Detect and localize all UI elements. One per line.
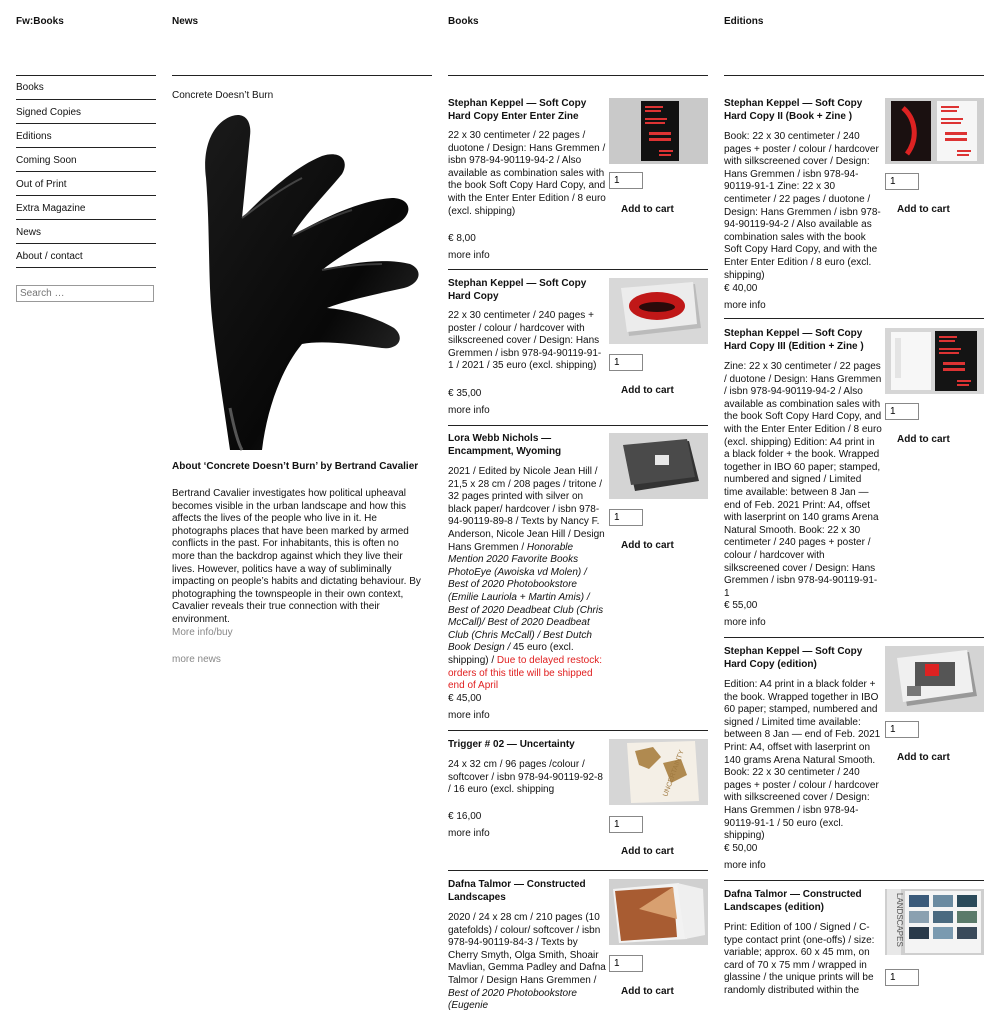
- nav-item-label: Signed Copies: [16, 107, 82, 118]
- product-title[interactable]: Trigger # 02 — Uncertainty: [448, 739, 575, 750]
- nav-item-editions[interactable]: [16, 123, 156, 148]
- product-price: € 50,00: [724, 843, 758, 854]
- add-to-cart-button[interactable]: Add to cart: [621, 204, 674, 215]
- product-description: Edition: A4 print in a black folder + the book. Wrapped together in IBO 60 paper; stamped, numbered and signed / Limited time available: between 8 Jan — end of Feb. 2021 Print: A4, offset with laserprint on 140 grams Arena Natural Smooth. Book: 22 x 30 centimeter / 240 pages + poster / colour / hardcover with silkscreened cover / Design: Hans Gremmen / isbn 978-94-90119-91-1 / 50 euro (excl. shipping): [724, 679, 881, 842]
- product-description: 24 x 32 cm / 96 pages /colour / softcover / isbn 978-94-90119-92-8 / 16 euro (excl. shipping: [448, 759, 603, 796]
- add-to-cart-button[interactable]: Add to cart: [621, 540, 674, 551]
- quantity-input[interactable]: [885, 721, 919, 738]
- news-post-title[interactable]: Concrete Doesn’t Burn: [172, 90, 274, 101]
- product-description: Book: 22 x 30 centimeter / 240 pages + poster / colour / hardcover with silkscreened cover / Design: Hans Gremmen / isbn 978-94-90119-91-1 Zine: 22 x 30 centimeter / 22 pages / duotone / Design: Hans Gremmen / isbn 978-94-90119-94-2 / Also available as combination sales with the book Soft Copy Hard Copy, and with the Enter Enter Edition / 8 euro (excl. shipping): [724, 131, 881, 281]
- quantity-input[interactable]: [609, 354, 643, 371]
- site-logo[interactable]: Fw:Books: [16, 16, 64, 27]
- list-item: [448, 879, 708, 1012]
- nav-item-label: Editions: [16, 131, 52, 142]
- product-title[interactable]: Stephan Keppel — Soft Copy Hard Copy II (Book + Zine ): [724, 98, 863, 122]
- divider: [448, 75, 708, 76]
- divider: [16, 267, 156, 268]
- nav-item-label: News: [16, 227, 42, 238]
- product-title[interactable]: Stephan Keppel — Soft Copy Hard Copy III (Edition + Zine ): [724, 328, 864, 352]
- product-image[interactable]: [609, 278, 708, 344]
- divider: [172, 75, 432, 76]
- product-image[interactable]: [609, 879, 708, 945]
- news-article-body: Bertrand Cavalier investigates how political upheaval becomes visible in the urban landscape and how this affects the lives of the people who live in it. He photographs places that have been marked by armed conflicts in the past. For inhabitants, this is often no more than the backdrop against which they live their lives. However, politics have a way of subliminally impacting on people’s habits and dictating behaviour. By photographing the townspeople in their own context, Cavalier reveals their true connection with their environment.: [172, 488, 421, 625]
- product-image[interactable]: [885, 328, 984, 394]
- product-title[interactable]: Stephan Keppel — Soft Copy Hard Copy Enter Enter Zine: [448, 98, 587, 122]
- list-item: [448, 739, 708, 864]
- more-info-link[interactable]: more info: [448, 405, 490, 416]
- nav-item-label: Out of Print: [16, 179, 67, 190]
- product-title[interactable]: Dafna Talmor — Constructed Landscapes (edition): [724, 889, 862, 913]
- nav-item-coming-soon[interactable]: [16, 147, 156, 172]
- quantity-input[interactable]: [609, 816, 643, 833]
- search-input[interactable]: [16, 285, 154, 302]
- nav-item-label: Books: [16, 82, 44, 93]
- more-news-link[interactable]: more news: [172, 654, 221, 665]
- more-info-link[interactable]: more info: [724, 300, 766, 311]
- nav-item-news[interactable]: [16, 219, 156, 244]
- divider: [724, 75, 984, 76]
- product-title[interactable]: Stephan Keppel — Soft Copy Hard Copy: [448, 278, 587, 302]
- nav-item-about-contact[interactable]: [16, 243, 156, 268]
- product-description: 22 x 30 centimeter / 22 pages / duotone / Design: Hans Gremmen / isbn 978-94-90119-94-2 / Also available as combination sales with the book Soft Copy Hard Copy, and with the Enter Enter Edition / 8 euro (excl. shipping): [448, 130, 606, 217]
- more-info-link[interactable]: more info: [448, 710, 490, 721]
- nav-item-extra-magazine[interactable]: [16, 195, 156, 220]
- list-item: [448, 98, 708, 268]
- divider: [448, 425, 708, 426]
- books-column-header: Books: [448, 16, 479, 27]
- product-image[interactable]: [885, 646, 984, 712]
- add-to-cart-button[interactable]: Add to cart: [621, 986, 674, 997]
- nav-item-signed-copies[interactable]: [16, 99, 156, 124]
- nav-item-out-of-print[interactable]: [16, 171, 156, 196]
- product-title[interactable]: Stephan Keppel — Soft Copy Hard Copy (edition): [724, 646, 863, 670]
- product-price: € 16,00: [448, 811, 482, 822]
- editions-column-header: Editions: [724, 16, 764, 27]
- news-more-info-link[interactable]: More info/buy: [172, 627, 233, 638]
- divider: [724, 880, 984, 881]
- more-info-link[interactable]: more info: [724, 617, 766, 628]
- list-item: [448, 433, 708, 729]
- more-info-link[interactable]: more info: [448, 828, 490, 839]
- product-description: Print: Edition of 100 / Signed / C-type contact print (one-offs) / size: variable; approx. 60 x 45 mm, on card of 70 x 75 mm / wrapped in glassine / the unique prints will be randomly distributed within the: [724, 922, 875, 996]
- svg-text:UNCERTAINTY: UNCERTAINTY: [662, 749, 686, 798]
- quantity-input[interactable]: [885, 173, 919, 190]
- add-to-cart-button[interactable]: Add to cart: [621, 385, 674, 396]
- product-image[interactable]: [609, 98, 708, 164]
- product-image[interactable]: [609, 739, 708, 805]
- product-image[interactable]: [609, 433, 708, 499]
- nav-item-label: Extra Magazine: [16, 203, 86, 214]
- product-description: 2020 / 24 x 28 cm / 210 pages (10 gatefolds) / colour/ softcover / isbn 978-94-90119-84-3 / Texts by Cherry Smyth, Olga Smith, Shoair Mavlian, Gemma Padley and Dafna Talmor / Design Hans Gremmen / Best of 2020 Photobookstore (Eugenie: [448, 912, 606, 1012]
- product-price: € 55,00: [724, 600, 758, 611]
- product-price: € 40,00: [724, 283, 758, 294]
- news-article-title[interactable]: About ‘Concrete Doesn’t Burn’ by Bertrand Cavalier: [172, 461, 419, 472]
- list-item: [724, 98, 984, 313]
- divider: [448, 870, 708, 871]
- list-item: [448, 278, 708, 423]
- product-title[interactable]: Dafna Talmor — Constructed Landscapes: [448, 879, 586, 903]
- product-description: 22 x 30 centimeter / 240 pages + poster / colour / hardcover with silkscreened cover / Design: Hans Gremmen / isbn 978-94-90119-91-1 / 2021 / 35 euro (excl. shipping): [448, 310, 602, 372]
- divider: [724, 637, 984, 638]
- divider: [448, 269, 708, 270]
- product-image[interactable]: [885, 889, 984, 955]
- nav-item-label: About / contact: [16, 251, 83, 262]
- quantity-input[interactable]: [609, 509, 643, 526]
- quantity-input[interactable]: [609, 172, 643, 189]
- news-column-header: News: [172, 16, 199, 27]
- list-item: [724, 889, 984, 1000]
- add-to-cart-button[interactable]: Add to cart: [897, 752, 950, 763]
- add-to-cart-button[interactable]: Add to cart: [897, 434, 950, 445]
- product-description: Zine: 22 x 30 centimeter / 22 pages / duotone / Design: Hans Gremmen / isbn 978-94-90119-94-2 / Also available as combination sales with the book Soft Copy Hard Copy, and with the Enter Enter Edition / 8 euro (excl. shipping) Edition: A4 print in a black folder + the book. Wrapped together in IBO 60 paper; stamped, numbered and signed / Limited time available: between 8 Jan — end of Feb. 2021 Print: A4, offset with laserprint on 140 grams Arena Natural Smooth. Book: 22 x 30 centimeter / 240 pages + poster / colour / hardcover with silkscreened cover / Design: Hans Gremmen / isbn 978-94-90119-91-1: [724, 361, 882, 599]
- product-title[interactable]: Lora Webb Nichols — Encampment, Wyoming: [448, 433, 562, 457]
- list-item: [724, 328, 984, 630]
- svg-text:LANDSCAPES: LANDSCAPES: [895, 893, 904, 947]
- add-to-cart-button[interactable]: Add to cart: [621, 846, 674, 857]
- nav-item-books[interactable]: [16, 75, 156, 99]
- add-to-cart-button[interactable]: Add to cart: [897, 204, 950, 215]
- restock-notice: Due to delayed restock: orders of this title will be shipped end of April: [448, 654, 602, 692]
- quantity-input[interactable]: [885, 969, 919, 986]
- product-price: € 35,00: [448, 388, 482, 399]
- list-item: [724, 646, 984, 876]
- product-image[interactable]: [885, 98, 984, 164]
- quantity-input[interactable]: [885, 403, 919, 420]
- more-info-link[interactable]: more info: [448, 250, 490, 261]
- product-price: € 45,00: [448, 693, 482, 704]
- divider: [724, 318, 984, 319]
- nav-item-label: Coming Soon: [16, 155, 77, 166]
- product-description: 2021 / Edited by Nicole Jean Hill / 21,5 x 28 cm / 208 pages / tritone / 32 pages printed with silver on black paper/ hardcover / isbn 978-94-90119-89-8 / Texts by Nancy F. Anderson, Nicole Jean Hill / Design Hans Gremmen / Honorable Mention 2020 Favorite Books PhotoEye (Awoiska vd Molen) / Best of 2020 Photobookstore (Emilie Lauriola + Martin Amis) / Best of 2020 Deadbeat Club (Chris McCall)/ Best of 2020 Deadbeat Club (Chris McCall) / Best Dutch Book Design / 45 euro (excl. shipping) / Due to delayed restock: orders of this title will be shipped end of April: [448, 466, 605, 692]
- product-price: € 8,00: [448, 233, 476, 244]
- quantity-input[interactable]: [609, 955, 643, 972]
- hand-photo[interactable]: [172, 108, 432, 454]
- divider: [448, 730, 708, 731]
- more-info-link[interactable]: more info: [724, 860, 766, 871]
